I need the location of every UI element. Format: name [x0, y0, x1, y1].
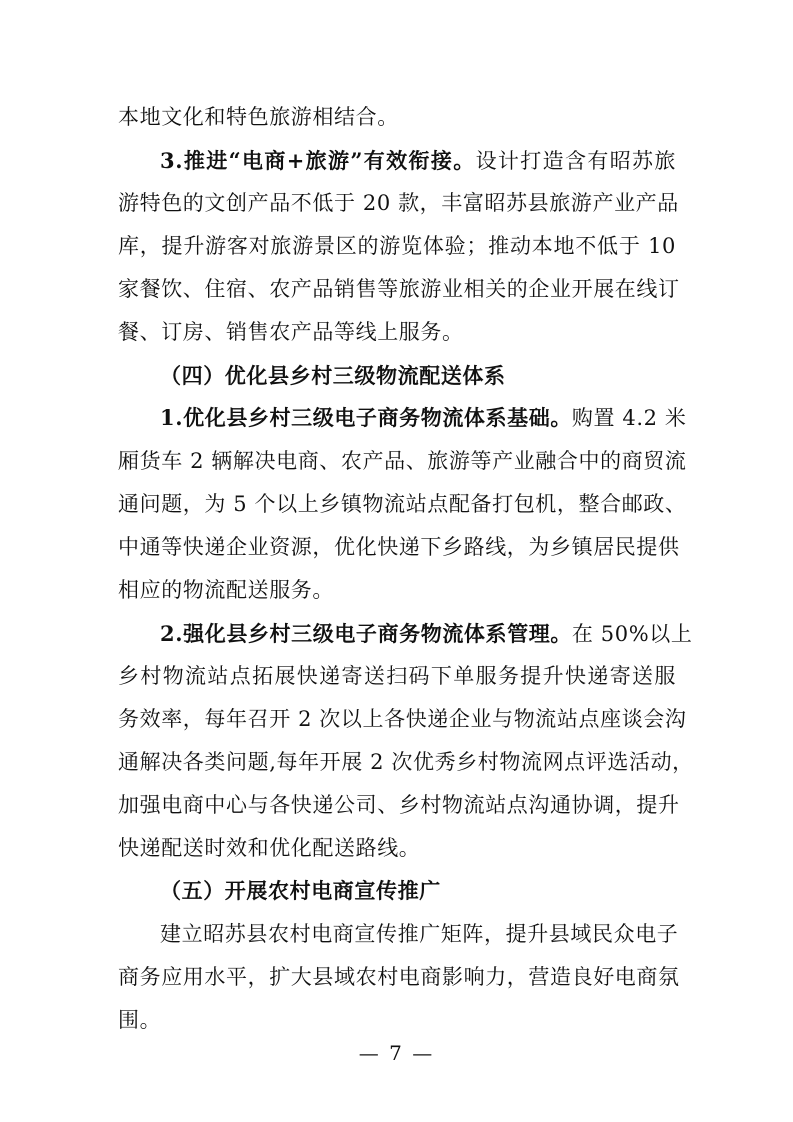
subheading-3-tourism: 3.推进“电商+旅游”有效衔接。 [160, 148, 476, 173]
subheading-line: 3.推进“电商+旅游”有效衔接。设计打造含有昭苏旅 [160, 148, 676, 173]
paragraph-line: 本地文化和特色旅游相结合。 [118, 105, 399, 129]
paragraph-line: 中通等快递企业资源，优化快递下乡路线，为乡镇居民提供 [118, 535, 680, 559]
paragraph-line: 乡村物流站点拓展快递寄送扫码下单服务提升快递寄送服 [118, 664, 676, 688]
paragraph-line: 快递配送时效和优化配送路线。 [118, 836, 421, 860]
subheading-2-logistics-management: 2.强化县乡村三级电子商务物流体系管理。 [160, 621, 572, 646]
section-heading-5: （五）开展农村电商宣传推广 [160, 878, 441, 903]
paragraph-line: 游特色的文创产品不低于 20 款，丰富昭苏县旅游产业产品 [118, 191, 679, 215]
paragraph-line: 商务应用水平，扩大县域农村电商影响力，营造良好电商氛 [118, 965, 680, 989]
subheading-1-logistics-base: 1.优化县乡村三级电子商务物流体系基础。 [160, 405, 572, 430]
paragraph-line: 餐、订房、销售农产品等线上服务。 [118, 320, 464, 344]
page-number: — 7 — [358, 1041, 435, 1065]
paragraph-line: 建立昭苏县农村电商宣传推广矩阵，提升县域民众电子 [160, 922, 679, 946]
paragraph-line: 家餐饮、住宿、农产品销售等旅游业相关的企业开展在线订 [118, 277, 680, 301]
paragraph-line: 通问题，为 5 个以上乡镇物流站点配备打包机，整合邮政、 [118, 492, 687, 516]
paragraph-line: 相应的物流配送服务。 [118, 578, 334, 602]
subheading-line: 2.强化县乡村三级电子商务物流体系管理。在 50%以上 [160, 621, 693, 646]
paragraph-line: 围。 [118, 1008, 162, 1032]
paragraph-line: 务效率，每年召开 2 次以上各快递企业与物流站点座谈会沟 [118, 707, 687, 731]
paragraph-line: 加强电商中心与各快递公司、乡村物流站点沟通协调，提升 [118, 793, 680, 817]
paragraph-line: 通解决各类问题,每年开展 2 次优秀乡村物流网点评选活动， [118, 750, 694, 774]
subheading-line: 1.优化县乡村三级电子商务物流体系基础。购置 4.2 米 [160, 405, 687, 430]
paragraph-line: 库，提升游客对旅游景区的游览体验；推动本地不低于 10 [118, 234, 676, 258]
paragraph-line: 厢货车 2 辆解决电商、农产品、旅游等产业融合中的商贸流 [118, 449, 687, 473]
section-heading-4: （四）优化县乡村三级物流配送体系 [160, 363, 506, 388]
